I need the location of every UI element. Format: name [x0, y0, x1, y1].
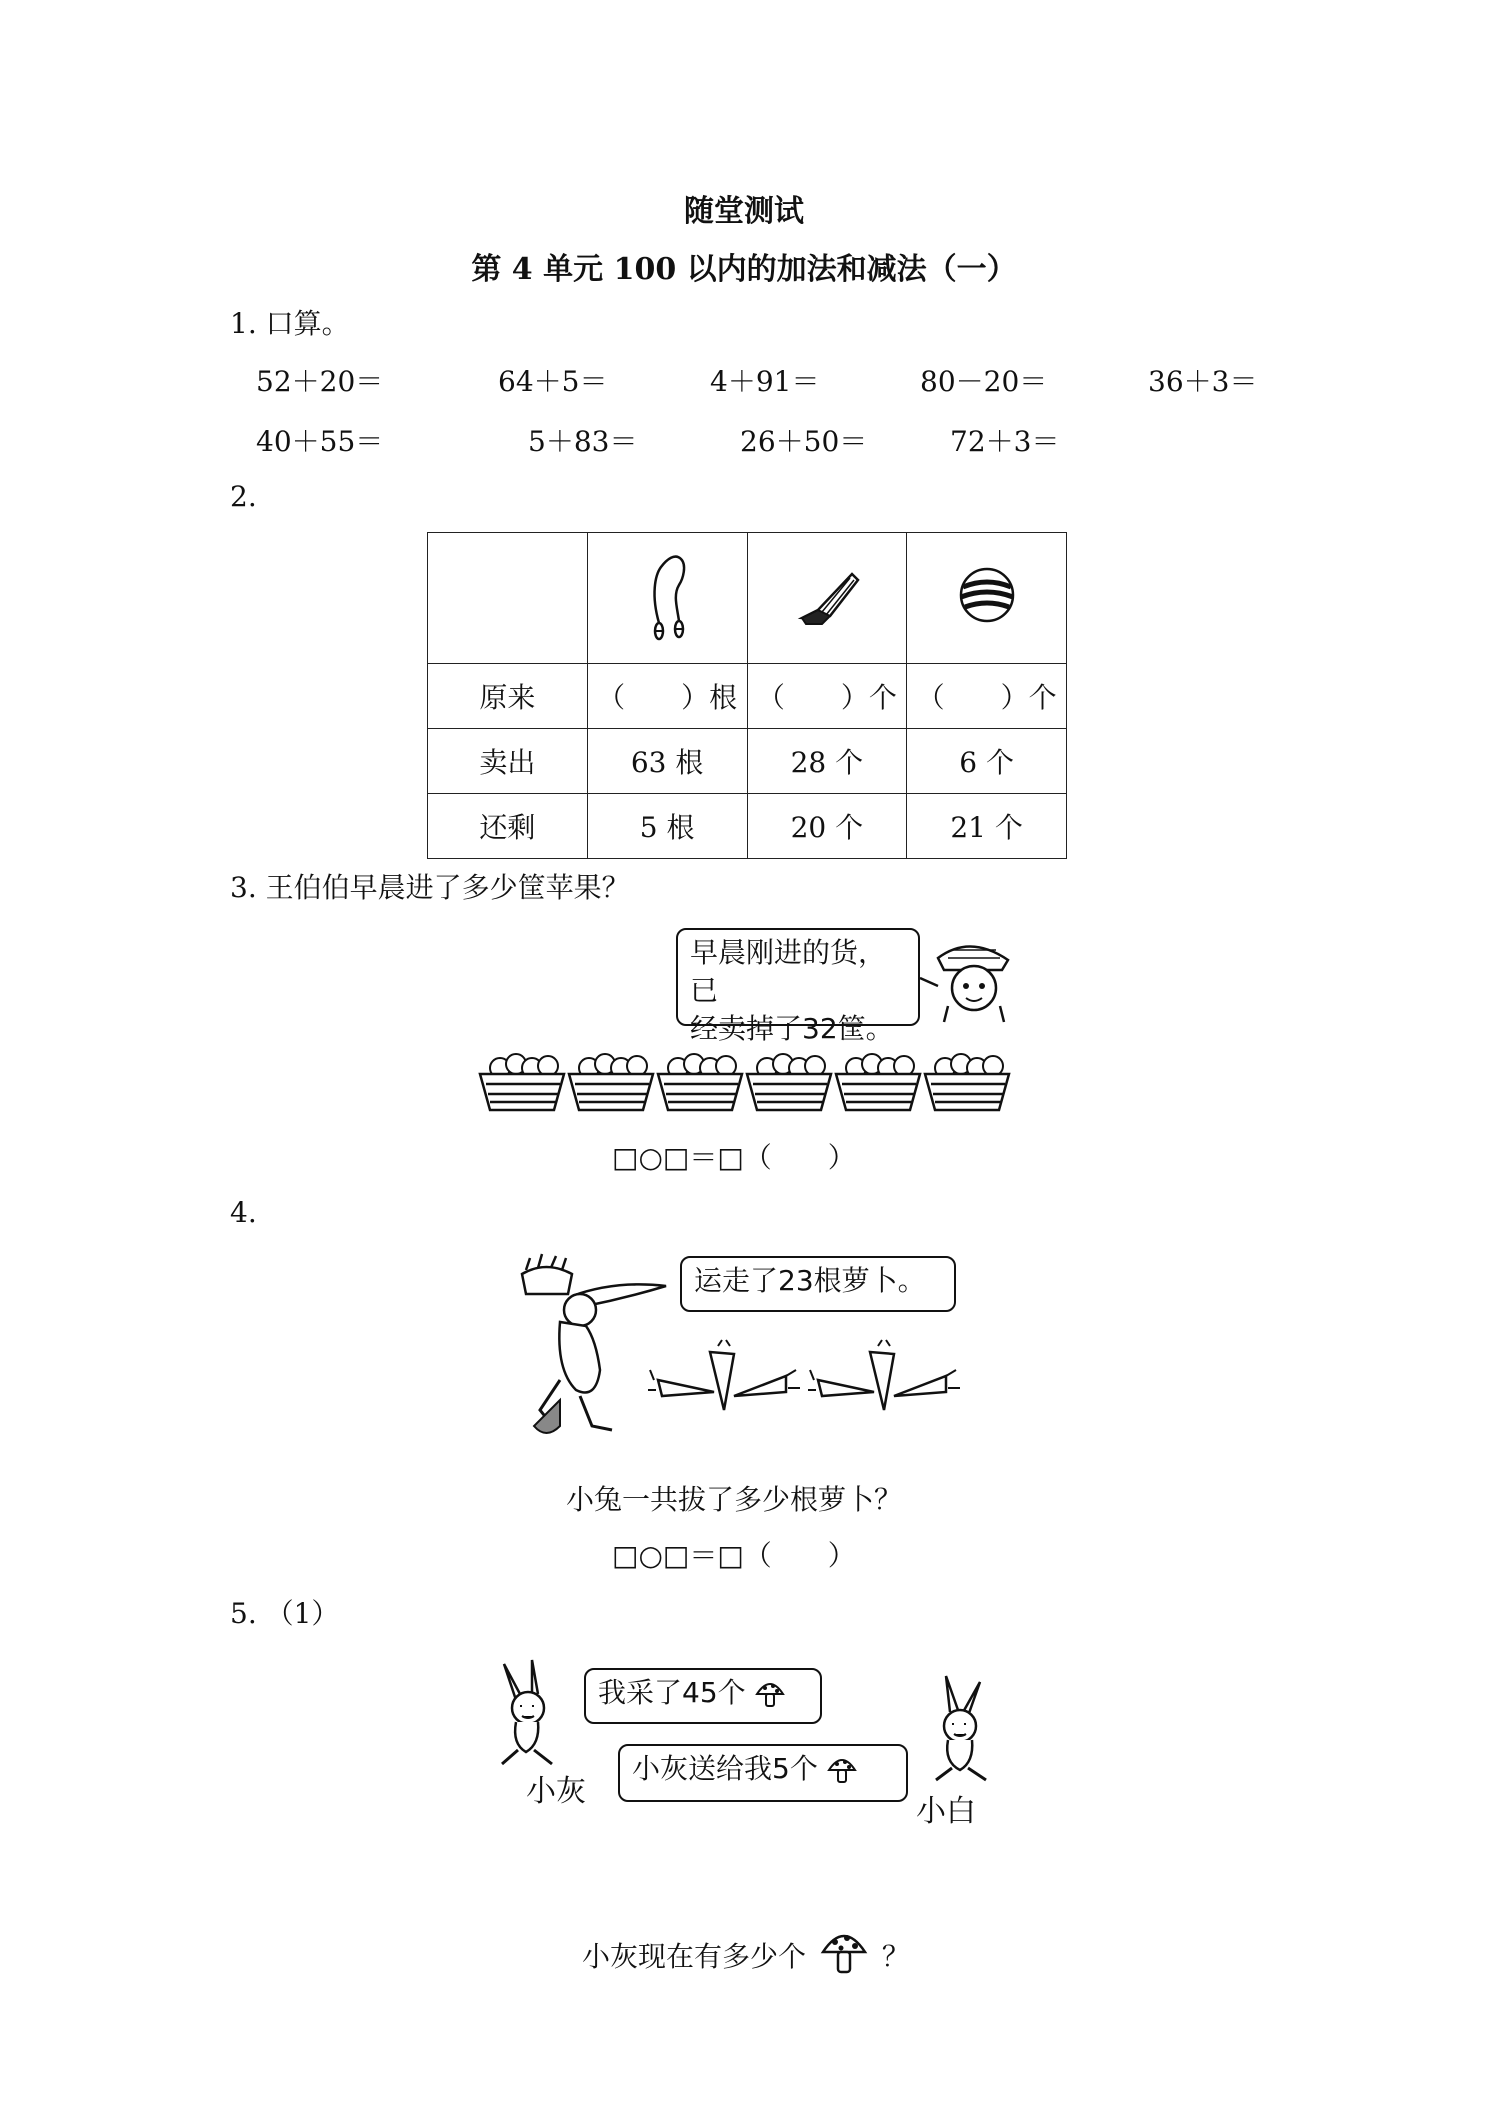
row-label: 原来 — [428, 664, 588, 729]
apple-basket-icon — [747, 1054, 831, 1110]
sales-table — [427, 532, 1067, 859]
bubble-line: 早晨刚进的货，已 — [690, 936, 887, 1007]
apple-basket-icon — [480, 1054, 564, 1110]
table-cell: 20 个 — [747, 794, 907, 859]
ball-icon — [955, 563, 1019, 627]
table-cell: 5 根 — [587, 794, 747, 859]
question-mark: ？ — [881, 1940, 910, 1973]
table-header-cell — [907, 533, 1067, 664]
table-cell: 21 个 — [907, 794, 1067, 859]
carrot-icon — [894, 1370, 960, 1396]
jump-rope-icon — [637, 545, 697, 645]
table-cell: 63 根 — [587, 729, 747, 794]
shuttlecock-icon — [792, 560, 862, 630]
rabbit-xiaobai-icon — [916, 1676, 996, 1786]
speech-bubble — [676, 928, 920, 1045]
q2-label: 2. — [230, 480, 257, 513]
q4-label: 4. — [230, 1196, 257, 1229]
q3-label: 3. 王伯伯早晨进了多少筐苹果？ — [230, 871, 630, 904]
table-cell: 28 个 — [747, 729, 907, 794]
carrot-icon — [710, 1340, 734, 1410]
carrot-icon — [870, 1340, 894, 1410]
mushroom-icon — [821, 1926, 867, 1976]
bubble-text: 小灰送给我5个 — [632, 1752, 818, 1785]
carrot-icon — [648, 1370, 714, 1396]
page-title: 随堂测试 — [684, 194, 804, 229]
carrot-icon — [808, 1370, 874, 1396]
q5-question — [582, 1926, 910, 1976]
q1-problem: 64＋5＝ — [498, 365, 608, 398]
q1-problem: 40＋55＝ — [256, 425, 384, 458]
mushroom-icon — [755, 1678, 785, 1708]
q4-equation: □○□＝□（ ） — [612, 1539, 856, 1572]
table-cell: 6 个 — [907, 729, 1067, 794]
table-header-cell — [587, 533, 747, 664]
table-cell: （ ）个 — [907, 664, 1067, 729]
speech-bubble: 运走了23根萝卜。 — [680, 1256, 956, 1312]
table-cell: （ ）根 — [587, 664, 747, 729]
apple-baskets-illustration — [478, 1040, 1012, 1120]
carrots-illustration — [654, 1340, 974, 1420]
apple-basket-icon — [925, 1054, 1009, 1110]
bubble-line: 经卖掉了32筐。 — [690, 1012, 894, 1045]
speech-bubble — [584, 1668, 822, 1724]
q5-label: 5. （1） — [230, 1597, 340, 1630]
rabbit-xiaohui-icon — [496, 1660, 576, 1770]
q4-question: 小兔一共拔了多少根萝卜？ — [566, 1483, 903, 1516]
q1-problem: 26＋50＝ — [740, 425, 868, 458]
apple-basket-icon — [658, 1054, 742, 1110]
apple-basket-icon — [836, 1054, 920, 1110]
q3-equation: □○□＝□（ ） — [612, 1141, 856, 1174]
apple-basket-icon — [569, 1054, 653, 1110]
q1-problem: 36＋3＝ — [1148, 365, 1258, 398]
name-label-xiaohui: 小灰 — [526, 1774, 586, 1809]
grandpa-icon — [918, 936, 1028, 1026]
mushroom-icon — [827, 1754, 857, 1784]
unit-subtitle: 第 4 单元 100 以内的加法和减法（一） — [471, 252, 1017, 287]
q1-problem: 72＋3＝ — [950, 425, 1060, 458]
bubble-text: 我采了45个 — [598, 1676, 746, 1709]
q1-problem: 4＋91＝ — [710, 365, 820, 398]
q1-problem: 52＋20＝ — [256, 365, 384, 398]
row-label: 还剩 — [428, 794, 588, 859]
name-label-xiaobai: 小白 — [916, 1794, 976, 1829]
row-label: 卖出 — [428, 729, 588, 794]
question-text: 小灰现在有多少个 — [582, 1940, 807, 1973]
q1-problem: 5＋83＝ — [528, 425, 638, 458]
speech-bubble — [618, 1744, 908, 1802]
carrot-icon — [734, 1370, 800, 1396]
q1-problem: 80－20＝ — [920, 365, 1048, 398]
table-cell: （ ）个 — [747, 664, 907, 729]
table-header-cell — [747, 533, 907, 664]
q1-label: 1. 口算。 — [230, 307, 350, 340]
table-corner-cell — [428, 533, 588, 664]
